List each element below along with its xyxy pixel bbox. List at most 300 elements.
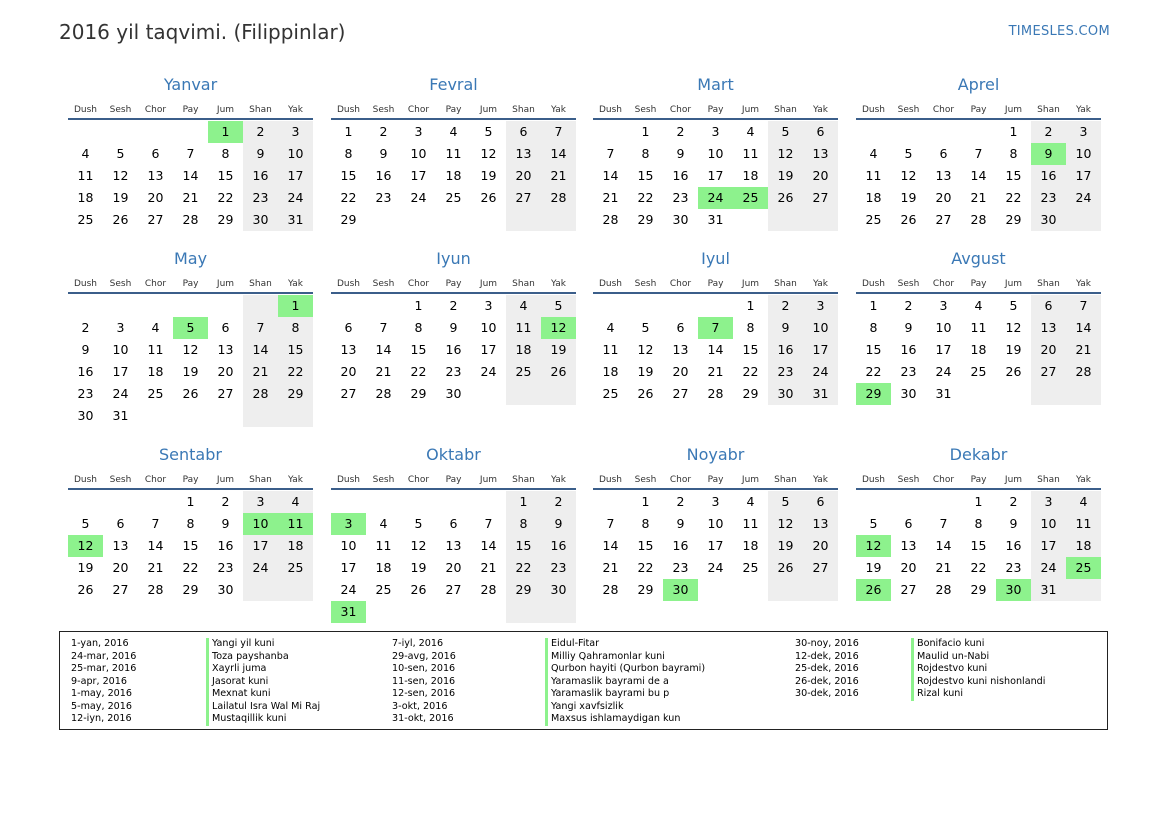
- month-name: Aprel: [957, 75, 1000, 94]
- day-cell: 29: [287, 386, 304, 401]
- day-cell: 6: [1044, 298, 1053, 313]
- weekday-label: Chor: [669, 279, 692, 289]
- weekday-label: Yak: [1076, 105, 1091, 115]
- day-cell: 27: [812, 190, 829, 205]
- weekday-label: Sesh: [897, 105, 920, 115]
- day-cell: 17: [340, 560, 357, 575]
- day-cell: 10: [707, 146, 724, 161]
- day-cell: 7: [606, 516, 615, 531]
- weekday-label: Sesh: [109, 105, 132, 115]
- day-cell: 24: [935, 364, 952, 379]
- month-header-rule: [68, 488, 313, 490]
- day-cell: 14: [375, 342, 392, 357]
- day-cell: 13: [217, 342, 234, 357]
- holiday-day-cell: 1: [278, 295, 313, 317]
- day-cell: 15: [1005, 168, 1022, 183]
- day-cell: 25: [742, 560, 759, 575]
- legend-date: 12-dek, 2016: [795, 650, 859, 662]
- day-cell: 13: [900, 538, 917, 553]
- day-cell: 26: [182, 386, 199, 401]
- day-cell: 10: [287, 146, 304, 161]
- month-name: Yanvar: [163, 75, 218, 94]
- day-cell: 7: [484, 516, 493, 531]
- weekday-label: Jum: [216, 105, 235, 115]
- day-cell: 14: [935, 538, 952, 553]
- holiday-day-cell: 1: [208, 121, 243, 143]
- day-cell: 29: [742, 386, 759, 401]
- day-cell: 15: [865, 342, 882, 357]
- weekday-label: Dush: [73, 279, 98, 289]
- day-cell: 7: [1079, 298, 1088, 313]
- weekday-label: Sesh: [634, 475, 657, 485]
- holiday-day-cell: 30: [663, 579, 698, 601]
- weekday-label: Pay: [445, 475, 462, 485]
- day-cell: 7: [974, 146, 983, 161]
- day-cell: 9: [221, 516, 230, 531]
- legend-holiday-name: Maulid un-Nabi: [911, 651, 1045, 664]
- legend-dates-col-2: [392, 638, 456, 726]
- day-cell: 9: [904, 320, 913, 335]
- weekday-label: Dush: [336, 279, 361, 289]
- day-cell: 30: [1040, 212, 1057, 227]
- day-cell: 19: [550, 342, 567, 357]
- day-cell: 3: [711, 124, 720, 139]
- day-cell: 15: [970, 538, 987, 553]
- day-cell: 10: [480, 320, 497, 335]
- legend-holiday-name: Qurbon hayiti (Qurbon bayrami): [545, 663, 705, 676]
- month-header-rule: [593, 488, 838, 490]
- day-cell: 4: [151, 320, 160, 335]
- day-cell: 17: [112, 364, 129, 379]
- weekday-label: Chor: [932, 279, 955, 289]
- day-cell: 5: [904, 146, 913, 161]
- weekday-label: Shan: [1037, 475, 1060, 485]
- day-cell: 1: [186, 494, 195, 509]
- weekday-label: Pay: [445, 279, 462, 289]
- month-name: Iyul: [701, 249, 730, 268]
- day-cell: 10: [410, 146, 427, 161]
- weekday-label: Dush: [73, 475, 98, 485]
- day-cell: 8: [641, 516, 650, 531]
- brand-link[interactable]: TIMESLES.COM: [1008, 24, 1110, 39]
- day-cell: 7: [939, 516, 948, 531]
- day-cell: 6: [221, 320, 230, 335]
- legend-date: 3-okt, 2016: [392, 700, 448, 712]
- day-cell: 4: [606, 320, 615, 335]
- day-cell: 19: [1005, 342, 1022, 357]
- holiday-day-cell: 11: [278, 513, 313, 535]
- day-cell: 15: [182, 538, 199, 553]
- day-cell: 10: [112, 342, 129, 357]
- weekday-label: Dush: [598, 279, 623, 289]
- day-cell: 5: [641, 320, 650, 335]
- day-cell: 18: [445, 168, 462, 183]
- weekday-label: Sesh: [897, 279, 920, 289]
- month-name: Avgust: [951, 249, 1006, 268]
- day-cell: 24: [410, 190, 427, 205]
- day-cell: 13: [935, 168, 952, 183]
- holiday-day-cell: 3: [331, 513, 366, 535]
- day-cell: 6: [151, 146, 160, 161]
- day-cell: 24: [1040, 560, 1057, 575]
- day-cell: 14: [970, 168, 987, 183]
- legend-holiday-name: Jasorat kuni: [206, 676, 320, 689]
- day-cell: 24: [1075, 190, 1092, 205]
- day-cell: 24: [480, 364, 497, 379]
- holiday-day-cell: 24: [698, 187, 733, 209]
- day-cell: 29: [217, 212, 234, 227]
- day-cell: 3: [484, 298, 493, 313]
- day-cell: 3: [256, 494, 265, 509]
- month-header-rule: [856, 292, 1101, 294]
- day-cell: 14: [602, 168, 619, 183]
- legend-date: 7-iyl, 2016: [392, 638, 444, 649]
- day-cell: 5: [116, 146, 125, 161]
- day-cell: 13: [112, 538, 129, 553]
- day-cell: 12: [777, 516, 794, 531]
- day-cell: 6: [344, 320, 353, 335]
- day-cell: 17: [287, 168, 304, 183]
- day-cell: 11: [445, 146, 462, 161]
- legend-date: 25-dek, 2016: [795, 663, 859, 674]
- day-cell: 27: [1040, 364, 1057, 379]
- day-cell: 25: [287, 560, 304, 575]
- day-cell: 13: [147, 168, 164, 183]
- weekday-label: Dush: [861, 279, 886, 289]
- day-cell: 31: [707, 212, 724, 227]
- day-cell: 11: [147, 342, 164, 357]
- day-cell: 14: [147, 538, 164, 553]
- day-cell: 8: [974, 516, 983, 531]
- legend-dates-col-3: [795, 638, 859, 701]
- holiday-day-cell: 12: [856, 535, 891, 557]
- day-cell: 22: [217, 190, 234, 205]
- day-cell: 6: [676, 320, 685, 335]
- month-header-rule: [593, 118, 838, 120]
- day-cell: 31: [812, 386, 829, 401]
- weekday-label: Dush: [336, 475, 361, 485]
- day-cell: 14: [182, 168, 199, 183]
- legend-holiday-name: Rizal kuni: [911, 688, 1045, 701]
- legend-holiday-name: Mexnat kuni: [206, 688, 320, 701]
- legend-date: 5-may, 2016: [71, 700, 132, 712]
- day-cell: 21: [480, 560, 497, 575]
- weekday-label: Sesh: [897, 475, 920, 485]
- day-cell: 16: [1040, 168, 1057, 183]
- weekday-label: Shan: [774, 475, 797, 485]
- weekday-label: Chor: [932, 475, 955, 485]
- day-cell: 30: [217, 582, 234, 597]
- day-cell: 21: [147, 560, 164, 575]
- weekday-label: Jum: [741, 279, 760, 289]
- day-cell: 21: [935, 560, 952, 575]
- day-cell: 12: [637, 342, 654, 357]
- day-cell: 31: [1040, 582, 1057, 597]
- day-cell: 13: [812, 146, 829, 161]
- legend-date: 12-sen, 2016: [392, 688, 456, 699]
- day-cell: 16: [445, 342, 462, 357]
- day-cell: 8: [746, 320, 755, 335]
- day-cell: 18: [1075, 538, 1092, 553]
- day-cell: 7: [379, 320, 388, 335]
- day-cell: 5: [81, 516, 90, 531]
- day-cell: 18: [375, 560, 392, 575]
- day-cell: 5: [414, 516, 423, 531]
- weekday-label: Pay: [707, 475, 724, 485]
- day-cell: 7: [151, 516, 160, 531]
- day-cell: 5: [869, 516, 878, 531]
- day-cell: 13: [672, 342, 689, 357]
- legend-date: 26-dek, 2016: [795, 675, 859, 687]
- day-cell: 26: [480, 190, 497, 205]
- day-cell: 3: [414, 124, 423, 139]
- day-cell: 22: [515, 560, 532, 575]
- legend-holiday-name: Lailatul Isra Wal Mi Raj: [206, 701, 320, 714]
- day-cell: 23: [550, 560, 567, 575]
- day-cell: 2: [676, 494, 685, 509]
- legend-names-col-2: [545, 638, 705, 726]
- weekday-label: Sesh: [634, 105, 657, 115]
- day-cell: 22: [1005, 190, 1022, 205]
- day-cell: 31: [287, 212, 304, 227]
- weekday-label: Shan: [774, 279, 797, 289]
- day-cell: 30: [672, 212, 689, 227]
- day-cell: 21: [1075, 342, 1092, 357]
- weekday-label: Chor: [144, 475, 167, 485]
- day-cell: 8: [291, 320, 300, 335]
- month-header-rule: [856, 488, 1101, 490]
- month-name: Mart: [697, 75, 734, 94]
- month-header-rule: [68, 118, 313, 120]
- weekday-label: Sesh: [372, 105, 395, 115]
- day-cell: 27: [935, 212, 952, 227]
- day-cell: 9: [676, 146, 685, 161]
- day-cell: 27: [812, 560, 829, 575]
- day-cell: 11: [602, 342, 619, 357]
- day-cell: 20: [1040, 342, 1057, 357]
- day-cell: 11: [970, 320, 987, 335]
- day-cell: 24: [287, 190, 304, 205]
- weekday-label: Sesh: [372, 475, 395, 485]
- weekday-label: Dush: [336, 105, 361, 115]
- weekday-label: Shan: [512, 279, 535, 289]
- legend-holiday-name: Toza payshanba: [206, 651, 320, 664]
- day-cell: 11: [375, 538, 392, 553]
- holiday-day-cell: 25: [1066, 557, 1101, 579]
- day-cell: 2: [449, 298, 458, 313]
- day-cell: 22: [865, 364, 882, 379]
- day-cell: 7: [554, 124, 563, 139]
- day-cell: 28: [602, 582, 619, 597]
- day-cell: 20: [812, 168, 829, 183]
- day-cell: 21: [602, 560, 619, 575]
- day-cell: 2: [256, 124, 265, 139]
- weekday-label: Chor: [407, 279, 430, 289]
- day-cell: 10: [340, 538, 357, 553]
- holiday-day-cell: 5: [173, 317, 208, 339]
- day-cell: 16: [375, 168, 392, 183]
- legend-date: 30-dek, 2016: [795, 688, 859, 699]
- day-cell: 27: [672, 386, 689, 401]
- day-cell: 9: [781, 320, 790, 335]
- day-cell: 8: [641, 146, 650, 161]
- day-cell: 4: [519, 298, 528, 313]
- day-cell: 8: [1009, 146, 1018, 161]
- legend-holiday-name: Yaramaslik bayrami bu p: [545, 688, 705, 701]
- day-cell: 5: [484, 124, 493, 139]
- day-cell: 4: [746, 124, 755, 139]
- weekday-label: Chor: [669, 475, 692, 485]
- day-cell: 3: [291, 124, 300, 139]
- day-cell: 11: [77, 168, 94, 183]
- month-header-rule: [331, 488, 576, 490]
- day-cell: 2: [904, 298, 913, 313]
- day-cell: 21: [970, 190, 987, 205]
- day-cell: 8: [519, 516, 528, 531]
- day-cell: 10: [1040, 516, 1057, 531]
- day-cell: 9: [81, 342, 90, 357]
- month-name: Iyun: [436, 249, 471, 268]
- day-cell: 22: [970, 560, 987, 575]
- legend-date: 9-apr, 2016: [71, 675, 127, 687]
- legend-holiday-name: Milliy Qahramonlar kuni: [545, 651, 705, 664]
- day-cell: 19: [410, 560, 427, 575]
- day-cell: 1: [974, 494, 983, 509]
- day-cell: 26: [900, 212, 917, 227]
- day-cell: 17: [1040, 538, 1057, 553]
- legend-date: 24-mar, 2016: [71, 650, 137, 662]
- day-cell: 27: [340, 386, 357, 401]
- day-cell: 27: [147, 212, 164, 227]
- day-cell: 2: [81, 320, 90, 335]
- legend-date: 31-okt, 2016: [392, 713, 454, 724]
- day-cell: 20: [812, 538, 829, 553]
- legend-date: 29-avg, 2016: [392, 650, 456, 662]
- weekday-label: Shan: [1037, 279, 1060, 289]
- weekday-label: Yak: [551, 279, 566, 289]
- day-cell: 11: [515, 320, 532, 335]
- day-cell: 29: [637, 582, 654, 597]
- day-cell: 23: [900, 364, 917, 379]
- month-name: May: [173, 249, 208, 268]
- day-cell: 18: [970, 342, 987, 357]
- weekday-label: Dush: [861, 475, 886, 485]
- legend-dates-col-1: [71, 638, 136, 726]
- holiday-day-cell: 10: [243, 513, 278, 535]
- day-cell: 29: [340, 212, 357, 227]
- day-cell: 16: [77, 364, 94, 379]
- weekday-label: Yak: [288, 475, 303, 485]
- day-cell: 25: [445, 190, 462, 205]
- legend-holiday-name: Rojdestvo kuni: [911, 663, 1045, 676]
- day-cell: 20: [672, 364, 689, 379]
- day-cell: 2: [781, 298, 790, 313]
- weekday-label: Shan: [249, 105, 272, 115]
- legend-holiday-name: Mustaqillik kuni: [206, 713, 320, 726]
- weekday-label: Shan: [249, 279, 272, 289]
- legend-holiday-name: Maxsus ishlamaydigan kun: [545, 713, 705, 726]
- day-cell: 29: [410, 386, 427, 401]
- day-cell: 9: [256, 146, 265, 161]
- day-cell: 9: [379, 146, 388, 161]
- legend-holiday-name: Eidul-Fitar: [545, 638, 705, 651]
- weekday-label: Yak: [1076, 279, 1091, 289]
- day-cell: 3: [1044, 494, 1053, 509]
- day-cell: 26: [77, 582, 94, 597]
- day-cell: 20: [217, 364, 234, 379]
- day-cell: 17: [812, 342, 829, 357]
- day-cell: 1: [641, 124, 650, 139]
- page-title: 2016 yil taqvimi. (Filippinlar): [59, 20, 346, 44]
- day-cell: 5: [554, 298, 563, 313]
- weekday-label: Chor: [669, 105, 692, 115]
- weekday-label: Jum: [1004, 279, 1023, 289]
- day-cell: 20: [900, 560, 917, 575]
- day-cell: 1: [641, 494, 650, 509]
- day-cell: 21: [550, 168, 567, 183]
- day-cell: 10: [1075, 146, 1092, 161]
- weekday-label: Shan: [1037, 105, 1060, 115]
- day-cell: 11: [1075, 516, 1092, 531]
- legend-names-col-3: [911, 638, 1045, 701]
- day-cell: 29: [182, 582, 199, 597]
- day-cell: 26: [410, 582, 427, 597]
- legend-date: 1-may, 2016: [71, 688, 132, 699]
- day-cell: 6: [939, 146, 948, 161]
- day-cell: 15: [637, 538, 654, 553]
- day-cell: 13: [515, 146, 532, 161]
- day-cell: 4: [81, 146, 90, 161]
- day-cell: 12: [112, 168, 129, 183]
- day-cell: 13: [812, 516, 829, 531]
- day-cell: 18: [602, 364, 619, 379]
- legend-holiday-name: Bonifacio kuni: [911, 638, 1045, 651]
- weekday-label: Pay: [970, 105, 987, 115]
- day-cell: 23: [672, 560, 689, 575]
- legend-date: 10-sen, 2016: [392, 663, 456, 674]
- day-cell: 4: [974, 298, 983, 313]
- day-cell: 20: [445, 560, 462, 575]
- day-cell: 8: [344, 146, 353, 161]
- day-cell: 30: [252, 212, 269, 227]
- day-cell: 17: [252, 538, 269, 553]
- day-cell: 21: [182, 190, 199, 205]
- day-cell: 8: [414, 320, 423, 335]
- day-cell: 24: [112, 386, 129, 401]
- day-cell: 29: [970, 582, 987, 597]
- day-cell: 1: [344, 124, 353, 139]
- day-cell: 3: [939, 298, 948, 313]
- day-cell: 18: [742, 168, 759, 183]
- weekday-label: Shan: [512, 105, 535, 115]
- day-cell: 23: [217, 560, 234, 575]
- day-cell: 1: [869, 298, 878, 313]
- day-cell: 2: [676, 124, 685, 139]
- legend-holiday-name: Yangi xavfsizlik: [545, 701, 705, 714]
- day-cell: 16: [672, 168, 689, 183]
- day-cell: 1: [519, 494, 528, 509]
- month-name: Dekabr: [949, 445, 1008, 464]
- holiday-day-cell: 12: [541, 317, 576, 339]
- day-cell: 27: [445, 582, 462, 597]
- day-cell: 4: [746, 494, 755, 509]
- day-cell: 15: [515, 538, 532, 553]
- weekday-label: Yak: [813, 279, 828, 289]
- day-cell: 23: [777, 364, 794, 379]
- day-cell: 28: [550, 190, 567, 205]
- day-cell: 24: [707, 560, 724, 575]
- day-cell: 8: [186, 516, 195, 531]
